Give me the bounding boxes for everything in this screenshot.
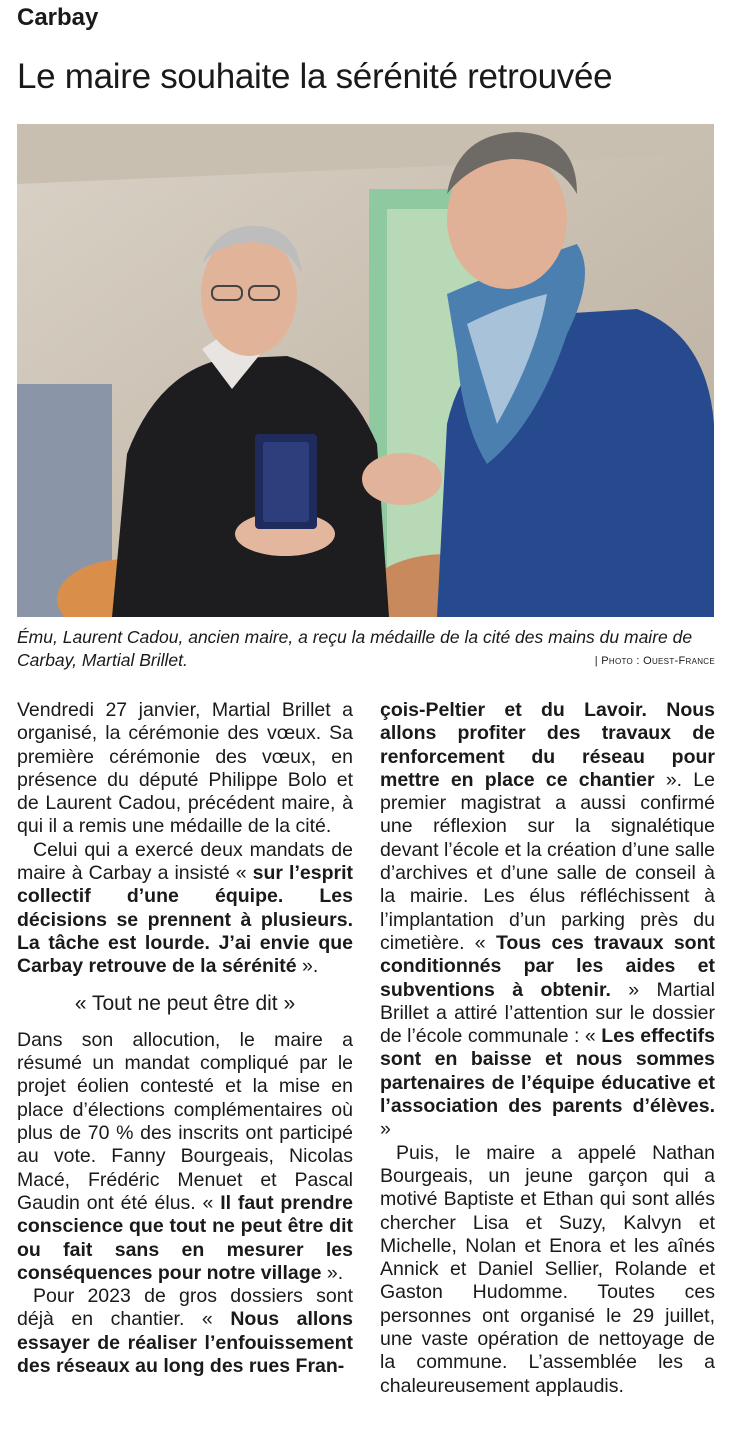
paragraph: Dans son allocution, le maire a résumé un mandat compliqué par le projet éolien contesté et la mise en place d’élections complémentaires où plus de 70 % des inscrits ont participé au vote. Fanny Bourgeais, Nicolas Macé, Frédéric Menuet et Pascal Gaudin ont été élus. « Il faut prendre conscience que tout ne peut être dit ou fait sans en mesurer les conséquences pour notre village ». (17, 1028, 353, 1284)
article-column-2 (380, 699, 715, 1398)
paragraph: Vendredi 27 janvier, Martial Brillet a organisé, la cérémonie des vœux. Sa première cérémonie des vœux, en présence du député Philippe Bolo et de Laurent Cadou, précédent maire, à qui il a remis une médaille de la cité. (17, 699, 353, 838)
paragraph: Celui qui a exercé deux mandats de maire à Carbay a insisté « sur l’esprit collectif d’une équipe. Les décisions se prennent à plusieurs. La tâche est lourde. J’ai envie que Carbay retrouve de la sérénité ». (17, 838, 353, 978)
subheading: « Tout ne peut être dit » (74, 991, 296, 1015)
photo-illustration (17, 124, 714, 617)
article-photo (17, 124, 714, 617)
paragraph: çois-Peltier et du Lavoir. Nous allons profiter des travaux de renforcement du réseau pour mettre en place ce chantier ». Le premier magistrat a aussi confirmé une réflexion sur la signalétique devant l’école et la création d’une salle d’archives et d’une salle de conseil à la mairie. Les élus réfléchissent à l’implantation d’un parking près du cimetière. « Tous ces travaux sont conditionnés par les aides et subventions à obtenir. » Martial Brillet a attiré l’attention sur le dossier de l’école communale : « Les effectifs sont en baisse et nous sommes partenaires de l’équipe éducative et l’association des parents d’élèves. » (380, 699, 715, 1141)
photo-caption: Ému, Laurent Cadou, ancien maire, a reçu la médaille de la cité des mains du maire de Carbay, Martial Brillet. (17, 627, 693, 670)
paragraph: Puis, le maire a appelé Nathan Bourgeais, un jeune garçon qui a motivé Baptiste et Ethan qui sont allés chercher Lisa et Suzy, Kalvyn et Michelle, Nolan et Enora et les aînés Annick et Daniel Sellier, Rolande et Gaston Hudomme. Toutes ces personnes ont organisé le 29 juillet, une vaste opération de nettoyage de la commune. L’assemblée les a chaleureusement applaudis. (380, 1141, 715, 1397)
headline: Le maire souhaite la sérénité retrouvée (17, 57, 613, 96)
article-column-1 (17, 699, 353, 1378)
paragraph: Pour 2023 de gros dossiers sont déjà en chantier. « Nous allons essayer de réaliser l’enfouissement des réseaux au long des rues Fran- (17, 1285, 353, 1378)
section-label: Carbay (17, 4, 99, 31)
photo-credit: | Photo : Ouest-France (594, 655, 715, 667)
